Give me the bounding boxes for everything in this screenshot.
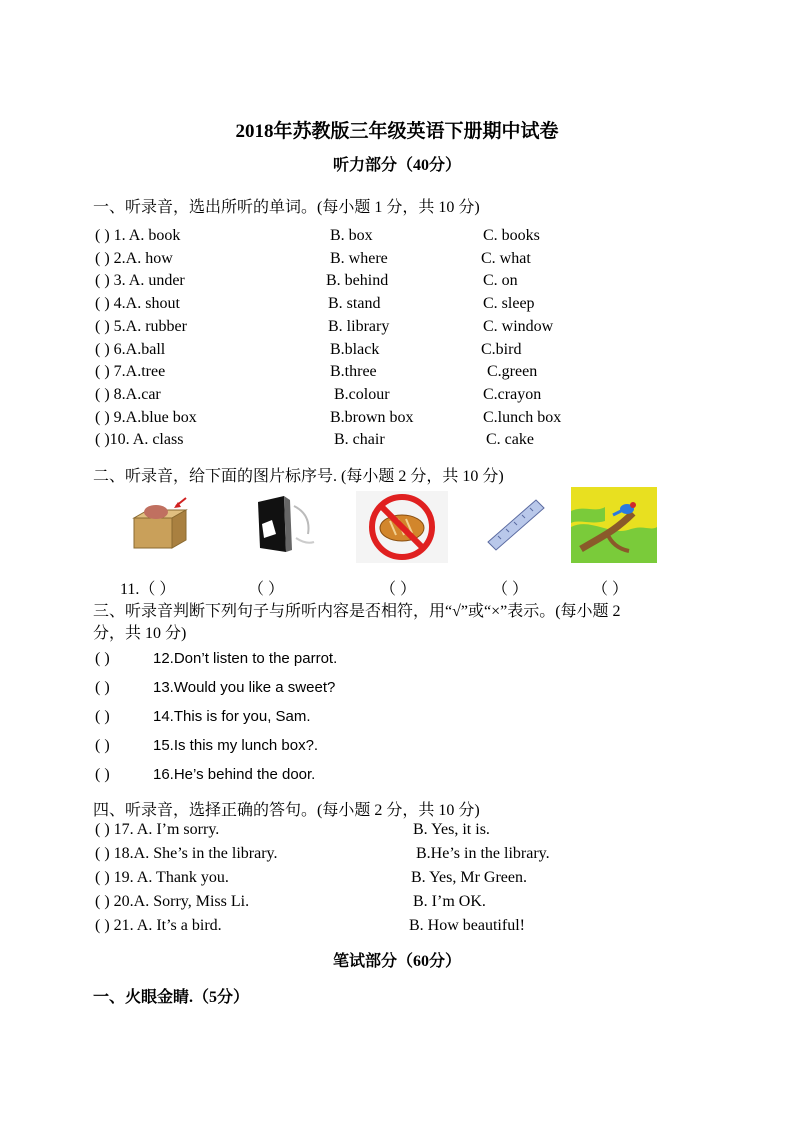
bird-on-tree-picture [571, 487, 657, 563]
q10-option-b: B. chair [334, 431, 385, 449]
q5-option-c: C. window [483, 317, 554, 335]
answer-slot-3[interactable]: （ ） [380, 581, 417, 598]
judge-sentence: 15.Is this my lunch box?. [153, 737, 319, 754]
q7-option-num[interactable]: ( ) 7.A.tree [95, 363, 166, 381]
writing-header: 笔试部分（60分） [332, 953, 461, 970]
q5-option-num[interactable]: ( ) 5.A. rubber [95, 317, 187, 335]
q9-option-c: C.lunch box [483, 408, 562, 426]
q18-option-a[interactable]: ( ) 18.A. She’s in the library. [95, 845, 278, 862]
section3-heading-line2: 分，共 10 分) [93, 625, 187, 642]
q8-option-num[interactable]: ( ) 8.A.car [95, 385, 161, 403]
q17-option-a[interactable]: ( ) 17. A. I’m sorry. [95, 821, 220, 838]
q20-option-b: B. I’m OK. [413, 893, 486, 910]
q19-option-b: B. Yes, Mr Green. [411, 869, 527, 886]
page-title: 2018年苏教版三年级英语下册期中试卷 [235, 121, 559, 142]
q6-option-num[interactable]: ( ) 6.A.ball [95, 340, 166, 358]
section1-heading: 一、听录音，选出所听的单词。(每小题 1 分，共 10 分) [93, 199, 480, 216]
q7-option-b: B.three [330, 363, 377, 381]
box-picture [128, 496, 192, 554]
answer-slot-2[interactable]: （ ） [248, 581, 285, 598]
q6-option-c: C.bird [481, 340, 522, 358]
q3-option-b: B. behind [326, 272, 389, 290]
listening-header: 听力部分（40分） [332, 157, 461, 174]
q18-option-b: B.He’s in the library. [416, 845, 550, 862]
judge-sentence: 16.He’s behind the door. [153, 766, 316, 783]
q8-option-c: C.crayon [483, 385, 542, 403]
q10-option-num[interactable]: ( )10. A. class [95, 431, 184, 449]
judge-sentence: 13.Would you like a sweet? [153, 679, 336, 696]
q21-option-b: B. How beautiful! [409, 917, 525, 934]
no-food-sign-picture [356, 491, 448, 563]
q3-option-num[interactable]: ( ) 3. A. under [95, 272, 185, 290]
q8-option-b: B.colour [334, 385, 390, 403]
section4-heading: 四、听录音，选择正确的答句。(每小题 2 分，共 10 分) [93, 802, 480, 819]
q17-option-b: B. Yes, it is. [413, 821, 490, 838]
section3-heading-line1: 三、听录音判断下列句子与所听内容是否相符，用“√”或“×”表示。(每小题 2 [93, 603, 621, 620]
q19-option-a[interactable]: ( ) 19. A. Thank you. [95, 869, 229, 886]
door-picture [250, 494, 320, 556]
q2-option-num[interactable]: ( ) 2.A. how [95, 249, 173, 267]
ruler-picture [484, 496, 548, 554]
q1-option-num[interactable]: ( ) 1. A. book [95, 227, 181, 244]
q9-option-b: B.brown box [330, 408, 414, 426]
judge-answer-paren[interactable]: ( ) [95, 737, 110, 754]
q1-option-c: C. books [483, 227, 540, 244]
judge-sentence: 12.Don’t listen to the parrot. [153, 650, 338, 667]
q1-option-b: B. box [330, 227, 373, 244]
q5-option-b: B. library [328, 317, 390, 335]
q21-option-a[interactable]: ( ) 21. A. It’s a bird. [95, 917, 222, 934]
q7-option-c: C.green [487, 363, 538, 381]
section5-heading: 一、火眼金睛.（5分） [93, 989, 250, 1006]
answer-slot-5[interactable]: （ ） [592, 581, 629, 598]
judge-sentence: 14.This is for you, Sam. [153, 708, 311, 725]
judge-answer-paren[interactable]: ( ) [95, 708, 110, 725]
q9-option-num[interactable]: ( ) 9.A.blue box [95, 408, 197, 426]
answer-slot-4[interactable]: （ ） [492, 581, 529, 598]
q2-option-b: B. where [330, 249, 388, 267]
q2-option-c: C. what [481, 249, 531, 267]
answer-slot-11[interactable]: 11.（ ） [120, 581, 176, 598]
judge-answer-paren[interactable]: ( ) [95, 766, 110, 783]
q4-option-num[interactable]: ( ) 4.A. shout [95, 295, 180, 313]
q3-option-c: C. on [483, 272, 518, 290]
judge-answer-paren[interactable]: ( ) [95, 650, 110, 667]
q4-option-c: C. sleep [483, 295, 535, 313]
q10-option-c: C. cake [486, 431, 534, 449]
q4-option-b: B. stand [328, 295, 381, 313]
q20-option-a[interactable]: ( ) 20.A. Sorry, Miss Li. [95, 893, 250, 910]
section2-heading: 二、听录音，给下面的图片标序号. (每小题 2 分，共 10 分) [93, 468, 504, 485]
q6-option-b: B.black [330, 340, 380, 358]
judge-answer-paren[interactable]: ( ) [95, 679, 110, 696]
